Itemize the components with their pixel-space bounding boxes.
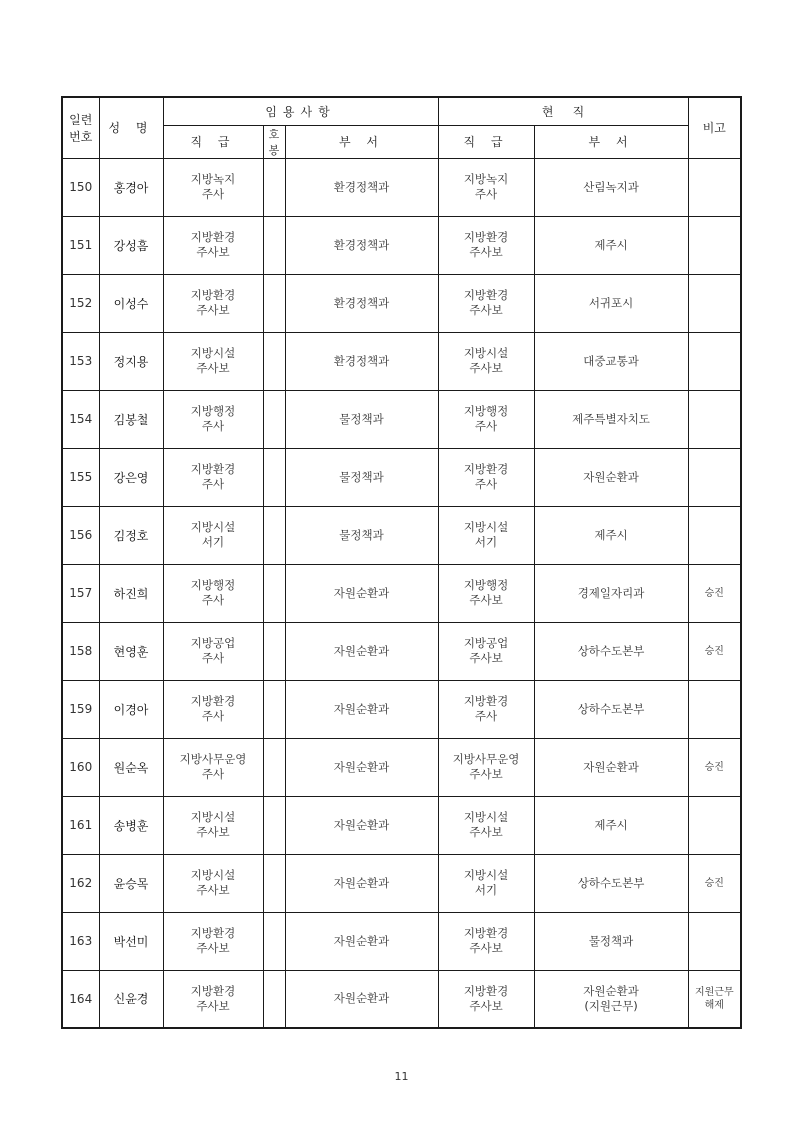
employee-name — [99, 448, 163, 506]
current-grade-line1: 지방환경 — [463, 462, 509, 476]
step-cell — [263, 854, 285, 912]
new-dept — [285, 506, 438, 564]
new-dept-text: 자원순환과 — [333, 933, 390, 948]
new-grade-line1: 지방환경 — [190, 926, 236, 940]
serial-number — [62, 274, 99, 332]
new-grade-line2: 주사 — [201, 593, 225, 607]
new-grade — [163, 680, 263, 738]
serial-number-text: 158 — [69, 644, 93, 658]
new-dept-text: 물정책과 — [339, 469, 384, 484]
new-dept-text: 물정책과 — [339, 411, 384, 426]
table-row — [62, 796, 741, 854]
current-grade — [438, 854, 534, 912]
current-dept-line1: 상하수도본부 — [577, 875, 645, 890]
current-grade-line1: 지방공업 — [463, 636, 509, 650]
current-grade-line2: 주사보 — [469, 245, 503, 259]
current-grade-line2: 주사보 — [469, 303, 503, 317]
employee-name — [99, 912, 163, 970]
new-grade — [163, 506, 263, 564]
employee-name — [99, 332, 163, 390]
serial-number — [62, 854, 99, 912]
remarks-cell — [688, 912, 741, 970]
name-header: 성 명 — [99, 97, 163, 158]
employee-name — [99, 158, 163, 216]
new-grade — [163, 216, 263, 274]
step-cell — [263, 448, 285, 506]
current-grade — [438, 274, 534, 332]
current-dept — [534, 448, 688, 506]
current-grade-line2: 주사보 — [469, 651, 503, 665]
serial-number-text: 159 — [69, 702, 93, 716]
current-dept — [534, 564, 688, 622]
remarks-cell — [688, 506, 741, 564]
employee-name-text: 김봉철 — [113, 412, 149, 427]
table-row — [62, 506, 741, 564]
table-row — [62, 274, 741, 332]
new-grade — [163, 274, 263, 332]
new-grade-line2: 주사보 — [196, 998, 230, 1013]
current-grade-line2: 주사보 — [469, 998, 503, 1013]
remarks-cell — [688, 448, 741, 506]
remarks-cell — [688, 738, 741, 796]
new-grade-line1: 지방녹지 — [190, 172, 236, 186]
new-grade — [163, 332, 263, 390]
current-grade — [438, 912, 534, 970]
current-grade-line2: 서기 — [474, 535, 498, 549]
current-grade-line2: 주사보 — [469, 825, 503, 839]
remarks-line1: 승진 — [704, 877, 724, 889]
new-grade-line2: 주사 — [201, 477, 225, 491]
new-grade-line1: 지방환경 — [190, 288, 236, 302]
current-grade-line2: 주사보 — [469, 593, 503, 607]
current-dept-line1: 제주시 — [594, 817, 628, 832]
serial-number-text: 161 — [69, 818, 93, 832]
current-grade-line1: 지방행정 — [463, 578, 509, 592]
table-row — [62, 854, 741, 912]
new-dept-text: 자원순환과 — [333, 701, 390, 716]
employee-name — [99, 622, 163, 680]
employee-name — [99, 274, 163, 332]
step-cell — [263, 274, 285, 332]
new-grade-line1: 지방시설 — [190, 868, 236, 882]
remarks-cell — [688, 390, 741, 448]
current-dept-line1: 자원순환과 — [583, 759, 639, 774]
current-grade — [438, 332, 534, 390]
new-dept — [285, 274, 438, 332]
table-row — [62, 622, 741, 680]
current-grade-line2: 주사보 — [469, 767, 503, 781]
new-grade-line2: 주사보 — [196, 361, 230, 375]
new-dept — [285, 970, 438, 1028]
step-cell — [263, 680, 285, 738]
current-dept — [534, 680, 688, 738]
current-dept — [534, 332, 688, 390]
new-grade-line1: 지방환경 — [190, 462, 236, 476]
current-dept-line1: 서귀포시 — [588, 295, 634, 310]
serial-header-line1: 일련 — [69, 112, 93, 127]
new-grade — [163, 854, 263, 912]
employee-name-text: 송병훈 — [113, 818, 149, 833]
current-dept-line1: 제주특별자치도 — [572, 411, 650, 426]
current-dept — [534, 970, 688, 1028]
employee-name-text: 윤승목 — [113, 876, 149, 891]
page-number: 11 — [394, 1070, 409, 1083]
serial-header — [62, 97, 99, 158]
new-grade-line1: 지방행정 — [190, 578, 236, 592]
step-cell — [263, 158, 285, 216]
employee-name — [99, 216, 163, 274]
current-grade-line1: 지방녹지 — [463, 172, 509, 186]
new-dept — [285, 390, 438, 448]
grade-header: 직 급 — [163, 125, 263, 158]
step-cell — [263, 970, 285, 1028]
serial-number — [62, 564, 99, 622]
current-dept — [534, 738, 688, 796]
serial-number-text: 162 — [69, 876, 93, 890]
current-dept-line1: 대중교통과 — [583, 353, 639, 368]
new-grade-line2: 주사 — [201, 419, 225, 433]
new-dept-text: 자원순환과 — [333, 643, 390, 658]
current-grade-header: 직 급 — [438, 125, 534, 158]
new-grade-line1: 지방환경 — [190, 230, 236, 244]
remarks-cell — [688, 854, 741, 912]
remarks-cell — [688, 622, 741, 680]
new-grade-line2: 주사 — [201, 709, 225, 723]
employee-name — [99, 564, 163, 622]
employee-name-text: 강성흠 — [113, 238, 149, 253]
new-dept — [285, 216, 438, 274]
current-grade-line2: 주사보 — [469, 941, 503, 955]
current-dept-line1: 경제일자리과 — [577, 585, 645, 600]
new-grade-line2: 주사 — [201, 767, 225, 781]
new-dept — [285, 448, 438, 506]
serial-number — [62, 448, 99, 506]
remarks-line1: 승진 — [704, 645, 724, 657]
current-grade-line2: 주사 — [474, 419, 498, 433]
remarks-cell — [688, 274, 741, 332]
employee-name — [99, 854, 163, 912]
current-grade — [438, 796, 534, 854]
current-grade-line1: 지방환경 — [463, 230, 509, 244]
employee-name — [99, 680, 163, 738]
current-grade-line1: 지방행정 — [463, 404, 509, 418]
current-dept-line1: 상하수도본부 — [577, 701, 645, 716]
current-dept — [534, 390, 688, 448]
current-grade-line1: 지방사무운영 — [452, 752, 520, 766]
employee-name-text: 하진희 — [113, 586, 149, 601]
current-grade — [438, 506, 534, 564]
new-grade-line2: 주사 — [201, 187, 225, 201]
current-dept-header: 부 서 — [534, 125, 688, 158]
employee-name-text: 이경아 — [113, 702, 149, 717]
serial-number — [62, 622, 99, 680]
table-row — [62, 680, 741, 738]
new-grade — [163, 738, 263, 796]
step-cell — [263, 564, 285, 622]
new-grade-line2: 주사보 — [196, 825, 230, 839]
new-dept-text: 물정책과 — [339, 527, 384, 542]
new-dept — [285, 738, 438, 796]
remarks-line2: 해제 — [704, 999, 724, 1011]
personnel-table — [61, 96, 742, 1029]
current-dept — [534, 158, 688, 216]
current-grade-line1: 지방시설 — [463, 868, 509, 882]
serial-number-text: 153 — [69, 354, 93, 368]
serial-number — [62, 680, 99, 738]
new-grade — [163, 970, 263, 1028]
current-header: 현 직 — [438, 97, 688, 125]
new-grade — [163, 622, 263, 680]
serial-number — [62, 158, 99, 216]
step-cell — [263, 506, 285, 564]
employee-name-text: 현영훈 — [113, 644, 149, 659]
current-dept-line1: 물정책과 — [588, 933, 634, 948]
new-grade-line2: 주사보 — [196, 303, 230, 317]
new-dept — [285, 796, 438, 854]
employee-name-text: 강은영 — [113, 470, 149, 485]
new-grade — [163, 390, 263, 448]
current-dept — [534, 912, 688, 970]
remarks-cell — [688, 332, 741, 390]
serial-number-text: 157 — [69, 586, 93, 600]
employee-name-text: 정지용 — [113, 354, 149, 369]
employee-name — [99, 970, 163, 1028]
current-grade — [438, 738, 534, 796]
current-grade-line1: 지방환경 — [463, 926, 509, 940]
new-grade — [163, 912, 263, 970]
current-grade-line1: 지방시설 — [463, 346, 509, 360]
remarks-cell — [688, 970, 741, 1028]
step-cell — [263, 738, 285, 796]
serial-number-text: 164 — [69, 991, 93, 1006]
new-dept-text: 환경정책과 — [333, 237, 390, 252]
current-dept-line1: 제주시 — [594, 237, 628, 252]
remarks-line1: 승진 — [704, 587, 724, 599]
employee-name — [99, 390, 163, 448]
table-row — [62, 390, 741, 448]
remarks-line1: 승진 — [704, 761, 724, 773]
table-row — [62, 912, 741, 970]
step-cell — [263, 216, 285, 274]
current-grade-line1: 지방환경 — [463, 288, 509, 302]
current-grade — [438, 216, 534, 274]
step-cell — [263, 622, 285, 680]
serial-number — [62, 970, 99, 1028]
serial-number — [62, 390, 99, 448]
new-grade-line1: 지방시설 — [190, 520, 236, 534]
current-dept — [534, 216, 688, 274]
step-cell — [263, 796, 285, 854]
serial-number-text: 156 — [69, 528, 93, 542]
serial-number — [62, 216, 99, 274]
step-cell — [263, 912, 285, 970]
new-dept — [285, 332, 438, 390]
table-row — [62, 970, 741, 1028]
employee-name-text: 홍경아 — [113, 180, 149, 195]
serial-number — [62, 506, 99, 564]
employee-name — [99, 796, 163, 854]
remarks-cell — [688, 680, 741, 738]
remarks-line1: 지원근무 — [694, 986, 734, 998]
remarks-cell — [688, 216, 741, 274]
remarks-cell — [688, 158, 741, 216]
new-grade-line1: 지방공업 — [190, 636, 236, 650]
current-dept-line1: 자원순환과 — [583, 983, 639, 998]
current-dept — [534, 506, 688, 564]
appointment-header: 임용사항 — [163, 97, 438, 125]
current-dept-line1: 상하수도본부 — [577, 643, 645, 658]
remarks-cell — [688, 564, 741, 622]
current-grade — [438, 564, 534, 622]
current-grade-line1: 지방환경 — [463, 694, 509, 708]
new-grade-line1: 지방행정 — [190, 404, 236, 418]
current-dept-line1: 산림녹지과 — [583, 179, 639, 194]
employee-name-text: 원순옥 — [113, 760, 149, 775]
new-dept-text: 자원순환과 — [333, 759, 390, 774]
table-body — [62, 158, 741, 1028]
new-dept — [285, 680, 438, 738]
current-grade-line2: 서기 — [474, 883, 498, 897]
new-dept — [285, 912, 438, 970]
new-dept-text: 자원순환과 — [333, 991, 390, 1006]
new-grade-line1: 지방시설 — [190, 810, 236, 824]
current-dept — [534, 796, 688, 854]
current-grade-line1: 지방환경 — [463, 983, 509, 998]
current-grade-line2: 주사 — [474, 709, 498, 723]
serial-number-text: 152 — [69, 296, 93, 310]
new-grade-line2: 서기 — [201, 535, 225, 549]
current-grade-line2: 주사보 — [469, 361, 503, 375]
current-grade — [438, 970, 534, 1028]
employee-name-text: 박선미 — [113, 934, 149, 949]
current-dept-line2: (지원근무) — [584, 998, 638, 1013]
new-dept — [285, 158, 438, 216]
table-row — [62, 332, 741, 390]
dept-header: 부 서 — [285, 125, 438, 158]
current-grade — [438, 390, 534, 448]
current-dept — [534, 622, 688, 680]
employee-name-text: 신윤경 — [113, 992, 149, 1007]
table-row — [62, 448, 741, 506]
table-header — [62, 97, 741, 158]
employee-name-text: 이성수 — [113, 296, 149, 311]
new-grade-line1: 지방사무운영 — [179, 752, 247, 766]
table-row — [62, 158, 741, 216]
serial-number — [62, 796, 99, 854]
new-grade-line1: 지방시설 — [190, 346, 236, 360]
remarks-cell — [688, 796, 741, 854]
new-grade-line1: 지방환경 — [190, 983, 236, 998]
current-dept — [534, 274, 688, 332]
current-grade — [438, 680, 534, 738]
new-grade-line2: 주사 — [201, 651, 225, 665]
serial-number-text: 155 — [69, 470, 93, 484]
serial-number — [62, 332, 99, 390]
step-header: 호봉 — [263, 125, 285, 158]
current-grade-line1: 지방시설 — [463, 810, 509, 824]
serial-number-text: 150 — [69, 180, 93, 194]
serial-number-text: 151 — [69, 238, 93, 252]
new-dept-text: 자원순환과 — [333, 817, 390, 832]
current-grade — [438, 448, 534, 506]
table-row — [62, 738, 741, 796]
new-dept-text: 자원순환과 — [333, 585, 390, 600]
new-dept-text: 환경정책과 — [333, 179, 390, 194]
current-grade-line2: 주사 — [474, 477, 498, 491]
new-dept — [285, 622, 438, 680]
current-grade-line1: 지방시설 — [463, 520, 509, 534]
current-dept — [534, 854, 688, 912]
new-grade-line2: 주사보 — [196, 245, 230, 259]
current-grade — [438, 158, 534, 216]
new-grade — [163, 564, 263, 622]
serial-header-line2: 번호 — [69, 129, 93, 144]
new-dept — [285, 854, 438, 912]
current-grade — [438, 622, 534, 680]
step-cell — [263, 332, 285, 390]
new-grade — [163, 158, 263, 216]
employee-name — [99, 506, 163, 564]
new-dept-text: 환경정책과 — [333, 295, 390, 310]
table-row — [62, 216, 741, 274]
employee-name — [99, 738, 163, 796]
new-grade-line1: 지방환경 — [190, 694, 236, 708]
table-row — [62, 564, 741, 622]
serial-number-text: 154 — [69, 412, 93, 426]
current-grade-line2: 주사 — [474, 187, 498, 201]
new-dept-text: 환경정책과 — [333, 353, 390, 368]
remarks-header: 비고 — [688, 97, 741, 158]
serial-number-text: 160 — [69, 760, 93, 774]
new-grade-line2: 주사보 — [196, 883, 230, 897]
new-grade — [163, 796, 263, 854]
current-dept-line1: 제주시 — [594, 527, 628, 542]
new-grade — [163, 448, 263, 506]
new-dept — [285, 564, 438, 622]
current-dept-line1: 자원순환과 — [583, 469, 639, 484]
serial-number — [62, 738, 99, 796]
serial-number — [62, 912, 99, 970]
employee-name-text: 김정호 — [113, 528, 149, 543]
serial-number-text: 163 — [69, 934, 93, 948]
new-dept-text: 자원순환과 — [333, 875, 390, 890]
step-cell — [263, 390, 285, 448]
new-grade-line2: 주사보 — [196, 941, 230, 955]
